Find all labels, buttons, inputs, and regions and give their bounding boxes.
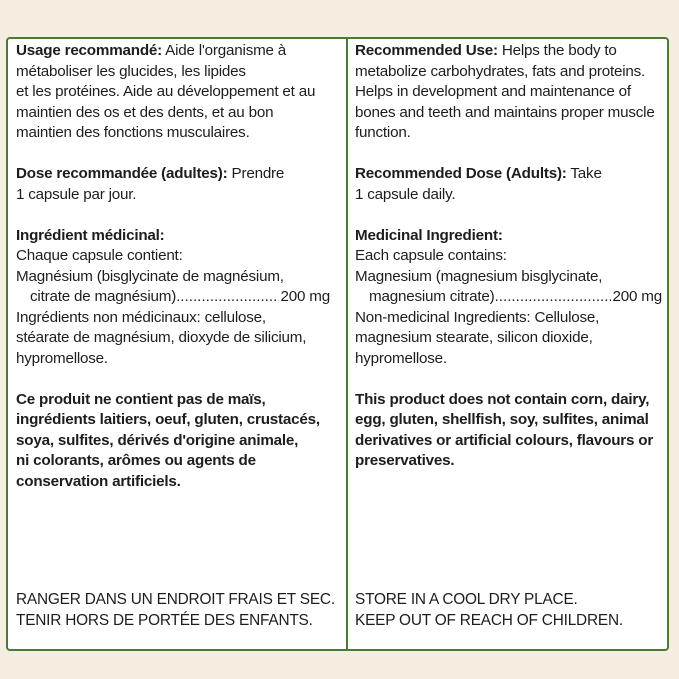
allergen-text-en: egg, gluten, shellfish, soy, sulfites, animal (355, 411, 649, 428)
usage-text-fr: maintien des os et des dents, et au bon (16, 103, 274, 121)
storage-text-fr: RANGER DANS UN ENDROIT FRAIS ET SEC. (16, 591, 335, 608)
medicinal-label-en: Medicinal Ingredient: (355, 226, 503, 244)
storage-section-fr (16, 590, 342, 631)
allergen-text-en: This product does not contain corn, dairy, (355, 390, 650, 408)
storage-text-fr: TENIR HORS DE PORTÉE DES ENFANTS. (16, 611, 313, 629)
allergen-text-en: derivatives or artificial colours, flavours or (355, 431, 654, 449)
ingredient-name-en: magnesium citrate) (369, 288, 495, 305)
each-capsule-fr: Chaque capsule contient: (16, 247, 183, 264)
french-column (16, 39, 342, 649)
dose-text-fr: Prendre (227, 165, 285, 182)
dose-text-en: 1 capsule daily. (355, 185, 456, 203)
nonmedicinal-text-en: hypromellose. (355, 349, 447, 367)
ingredient-amount-en: 200 mg (612, 288, 662, 305)
ingredient-line-fr: Magnésium (bisglycinate de magnésium, (16, 267, 284, 285)
dose-section-en (355, 164, 667, 205)
medicinal-section-fr (16, 226, 342, 370)
usage-text-en: Helps the body to (497, 42, 617, 59)
allergen-text-fr: soya, sulfites, dérivés d'origine animale, (16, 431, 299, 449)
allergen-section-en (355, 390, 667, 472)
usage-text-en: Helps in development and maintenance of (355, 83, 631, 100)
ingredient-amount-row-en (355, 287, 662, 308)
ingredient-name-fr: citrate de magnésium) (30, 288, 177, 305)
allergen-text-fr: ni colorants, arômes ou agents de (16, 452, 256, 469)
usage-text-fr: et les protéines. Aide au développement et au (16, 83, 316, 100)
usage-text-en: metabolize carbohydrates, fats and proteins. (355, 62, 646, 80)
usage-section-en (355, 41, 667, 144)
leader-dots (495, 287, 611, 308)
storage-text-en: STORE IN A COOL DRY PLACE. (355, 591, 578, 608)
english-column (355, 39, 667, 649)
medicinal-section-en (355, 226, 667, 370)
nonmedicinal-text-fr: hypromellose. (16, 349, 108, 367)
each-capsule-en: Each capsule contains: (355, 247, 507, 264)
column-divider (346, 39, 348, 649)
allergen-text-fr: ingrédients laitiers, oeuf, gluten, crustacés, (16, 411, 320, 428)
dose-text-en: Take (566, 165, 602, 182)
usage-label-fr: Usage recommandé: (16, 42, 162, 59)
allergen-section-fr (16, 390, 342, 493)
allergen-text-fr: conservation artificiels. (16, 472, 181, 490)
nonmedicinal-text-fr: Ingrédients non médicinaux: cellulose, (16, 308, 266, 326)
usage-section-fr (16, 41, 342, 144)
storage-text-en: KEEP OUT OF REACH OF CHILDREN. (355, 611, 623, 629)
usage-label-en: Recommended Use: (355, 42, 498, 59)
dose-text-fr: 1 capsule par jour. (16, 185, 137, 203)
usage-text-fr: maintien des fonctions musculaires. (16, 124, 250, 141)
allergen-text-en: preservatives. (355, 452, 455, 469)
dose-label-fr: Dose recommandée (adultes): (16, 165, 228, 182)
ingredient-amount-row-fr (16, 287, 330, 308)
dose-label-en: Recommended Dose (Adults): (355, 165, 567, 182)
usage-text-fr: Aide l'organisme à (162, 42, 287, 59)
allergen-text-fr: Ce produit ne contient pas de maïs, (16, 390, 266, 408)
nonmedicinal-text-en: magnesium stearate, silicon dioxide, (355, 329, 593, 346)
leader-dots (176, 287, 278, 308)
usage-text-fr: métaboliser les glucides, les lipides (16, 62, 246, 80)
nonmedicinal-text-fr: stéarate de magnésium, dioxyde de silicium, (16, 329, 307, 346)
nonmedicinal-text-en: Non-medicinal Ingredients: Cellulose, (355, 308, 600, 326)
usage-text-en: bones and teeth and maintains proper muscle (355, 103, 655, 121)
usage-text-en: function. (355, 124, 411, 141)
dose-section-fr (16, 164, 342, 205)
label-panel (6, 37, 669, 651)
medicinal-label-fr: Ingrédient médicinal: (16, 226, 165, 244)
storage-section-en (355, 590, 667, 631)
ingredient-line-en: Magnesium (magnesium bisglycinate, (355, 267, 603, 285)
ingredient-amount-fr: 200 mg (280, 288, 330, 305)
